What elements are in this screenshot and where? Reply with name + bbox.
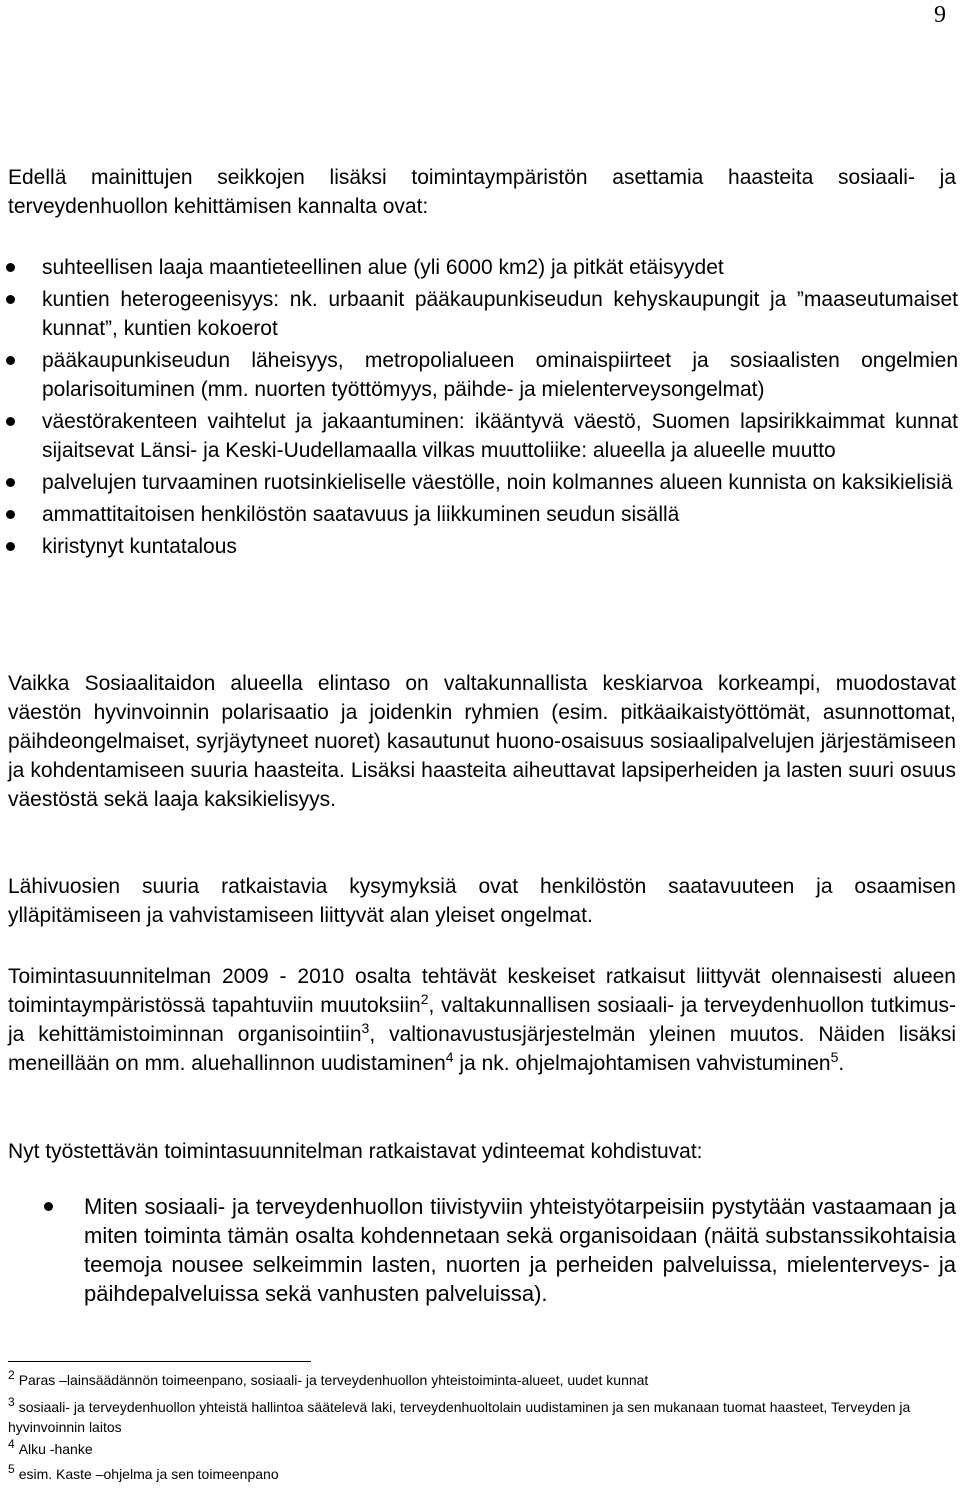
footnote-divider: [8, 1361, 311, 1362]
footnote-ref: 5: [830, 1049, 839, 1065]
footnote-text: sosiaali- ja terveydenhuollon yhteistä hallintoa säätelevä laki, terveydenhuoltolain uudistaminen ja sen mukanaan tuomat haasteet, Terveyden ja hyvinvoinnin laitos: [8, 1399, 911, 1435]
list-item-text: Miten sosiaali- ja terveydenhuollon tiivistyviin yhteistyötarpeisiin pystytään vastaamaan ja miten toiminta tämän osalta kohdennetaan sekä organisoidaan (näitä substanssikohtaisia teemoja nousee selkeimmin lasten, nuorten ja perheiden palveluissa, mielenterveys- ja päihdepalveluissa sekä vanhusten palveluissa).: [84, 1194, 956, 1306]
footnote: [8, 1395, 953, 1437]
list-item: [0, 500, 958, 529]
footnote-ref: 3: [361, 1020, 370, 1036]
list-item: [0, 532, 958, 561]
list-item-text: väestörakenteen vaihtelut ja jakaantuminen: ikääntyvä väestö, Suomen lapsirikkaimmat kunnat sijaitsevat Länsi- ja Keski-Uudellamaalla vilkas muuttoliike: alueella ja alueelle muutto: [42, 410, 958, 462]
footnote-ref: 4: [445, 1049, 454, 1065]
text-segment: , valtakunnallisen sosiaali- ja terveydenhuollon tutkimus- ja kehittämistoiminnan organisointiin: [8, 994, 956, 1046]
list-item: [0, 346, 958, 404]
challenges-list: [0, 253, 958, 564]
bullet-icon: [6, 295, 15, 304]
list-item-text: kuntien heterogeenisyys: nk. urbaanit pääkaupunkiseudun kehyskaupungit ja ”maaseutumaiset kunnat”, kuntien kokoerot: [42, 288, 958, 340]
page-number: 9: [934, 2, 946, 28]
list-item-text: kiristynyt kuntatalous: [42, 535, 237, 558]
list-item-text: suhteellisen laaja maantieteellinen alue (yli 6000 km2) ja pitkät etäisyydet: [42, 256, 724, 279]
action-plan-paragraph: [8, 962, 956, 1078]
text-segment: Toimintasuunnitelman 2009 - 2010 osalta tehtävät keskeiset ratkaisut liittyvät olennaisesti alueen toimintaympäristössä tapahtuviin muutoksiin: [8, 965, 956, 1017]
themes-list: [44, 1192, 956, 1308]
footnote: [8, 1368, 953, 1391]
list-item-text: ammattitaitoisen henkilöstön saatavuus ja liikkuminen seudun sisällä: [42, 503, 680, 526]
bullet-icon: [6, 478, 15, 487]
list-item: [0, 468, 958, 497]
footnote-number: 4: [8, 1437, 15, 1451]
text-segment: ja nk. ohjelmajohtamisen vahvistuminen: [453, 1052, 831, 1075]
bullet-icon: [6, 263, 15, 272]
bullet-icon: [6, 542, 15, 551]
core-themes-paragraph: Nyt työstettävän toimintasuunnitelman ratkaistavat ydinteemat kohdistuvat:: [8, 1140, 703, 1163]
footnote-number: 3: [8, 1395, 15, 1409]
bullet-icon: [6, 356, 15, 365]
welfare-paragraph: Vaikka Sosiaalitaidon alueella elintaso on valtakunnallista keskiarvoa korkeampi, muodostavat väestön hyvinvoinnin polarisaatio ja joidenkin ryhmien (esim. pitkäaikaistyöttömät, asunnottomat, päihdeongelmaiset, syrjäytyneet nuoret) kasautunut huono-osaisuus sosiaalipalvelujen järjestämiseen ja kohdentamiseen suuria haasteita. Lisäksi haasteita aiheuttavat lapsiperheiden ja lasten suuri osuus väestöstä sekä laaja kaksikielisyys.: [8, 672, 956, 811]
text-segment: , valtionavustusjärjestelmän yleinen muutos. Näiden lisäksi meneillään on mm. aluehallinnon uudistaminen: [8, 1023, 956, 1075]
footnote-text: Alku -hanke: [18, 1441, 93, 1457]
list-item: [0, 253, 958, 282]
footnote-number: 5: [8, 1462, 15, 1476]
list-item: [44, 1192, 956, 1308]
footnote-text: esim. Kaste –ohjelma ja sen toimeenpano: [18, 1466, 279, 1482]
footnote-text: Paras –lainsäädännön toimeenpano, sosiaali- ja terveydenhuollon yhteistoiminta-alueet, uudet kunnat: [18, 1372, 649, 1388]
footnote: [8, 1437, 953, 1460]
intro-paragraph: Edellä mainittujen seikkojen lisäksi toimintaympäristön asettamia haasteita sosiaali- ja terveydenhuollon kehittämisen kannalta ovat:: [8, 166, 956, 218]
footnote-ref: 2: [420, 991, 429, 1007]
footnote: [8, 1462, 953, 1485]
text-segment: .: [838, 1052, 845, 1075]
list-item: [0, 285, 958, 343]
footnote-number: 2: [8, 1368, 15, 1382]
bullet-icon: [6, 417, 15, 426]
list-item-text: pääkaupunkiseudun läheisyys, metropolialueen ominaispiirteet ja sosiaalisten ongelmien polarisoituminen (mm. nuorten työttömyys, päihde- ja mielenterveysongelmat): [42, 349, 958, 401]
list-item-text: palvelujen turvaaminen ruotsinkieliselle väestölle, noin kolmannes alueen kunnista on kaksikielisiä: [42, 471, 953, 494]
staff-paragraph: Lähivuosien suuria ratkaistavia kysymyksiä ovat henkilöstön saatavuuteen ja osaamisen ylläpitämiseen ja vahvistamiseen liittyvät alan yleiset ongelmat.: [8, 875, 956, 927]
bullet-icon: [44, 1202, 53, 1211]
list-item: [0, 407, 958, 465]
bullet-icon: [6, 510, 15, 519]
